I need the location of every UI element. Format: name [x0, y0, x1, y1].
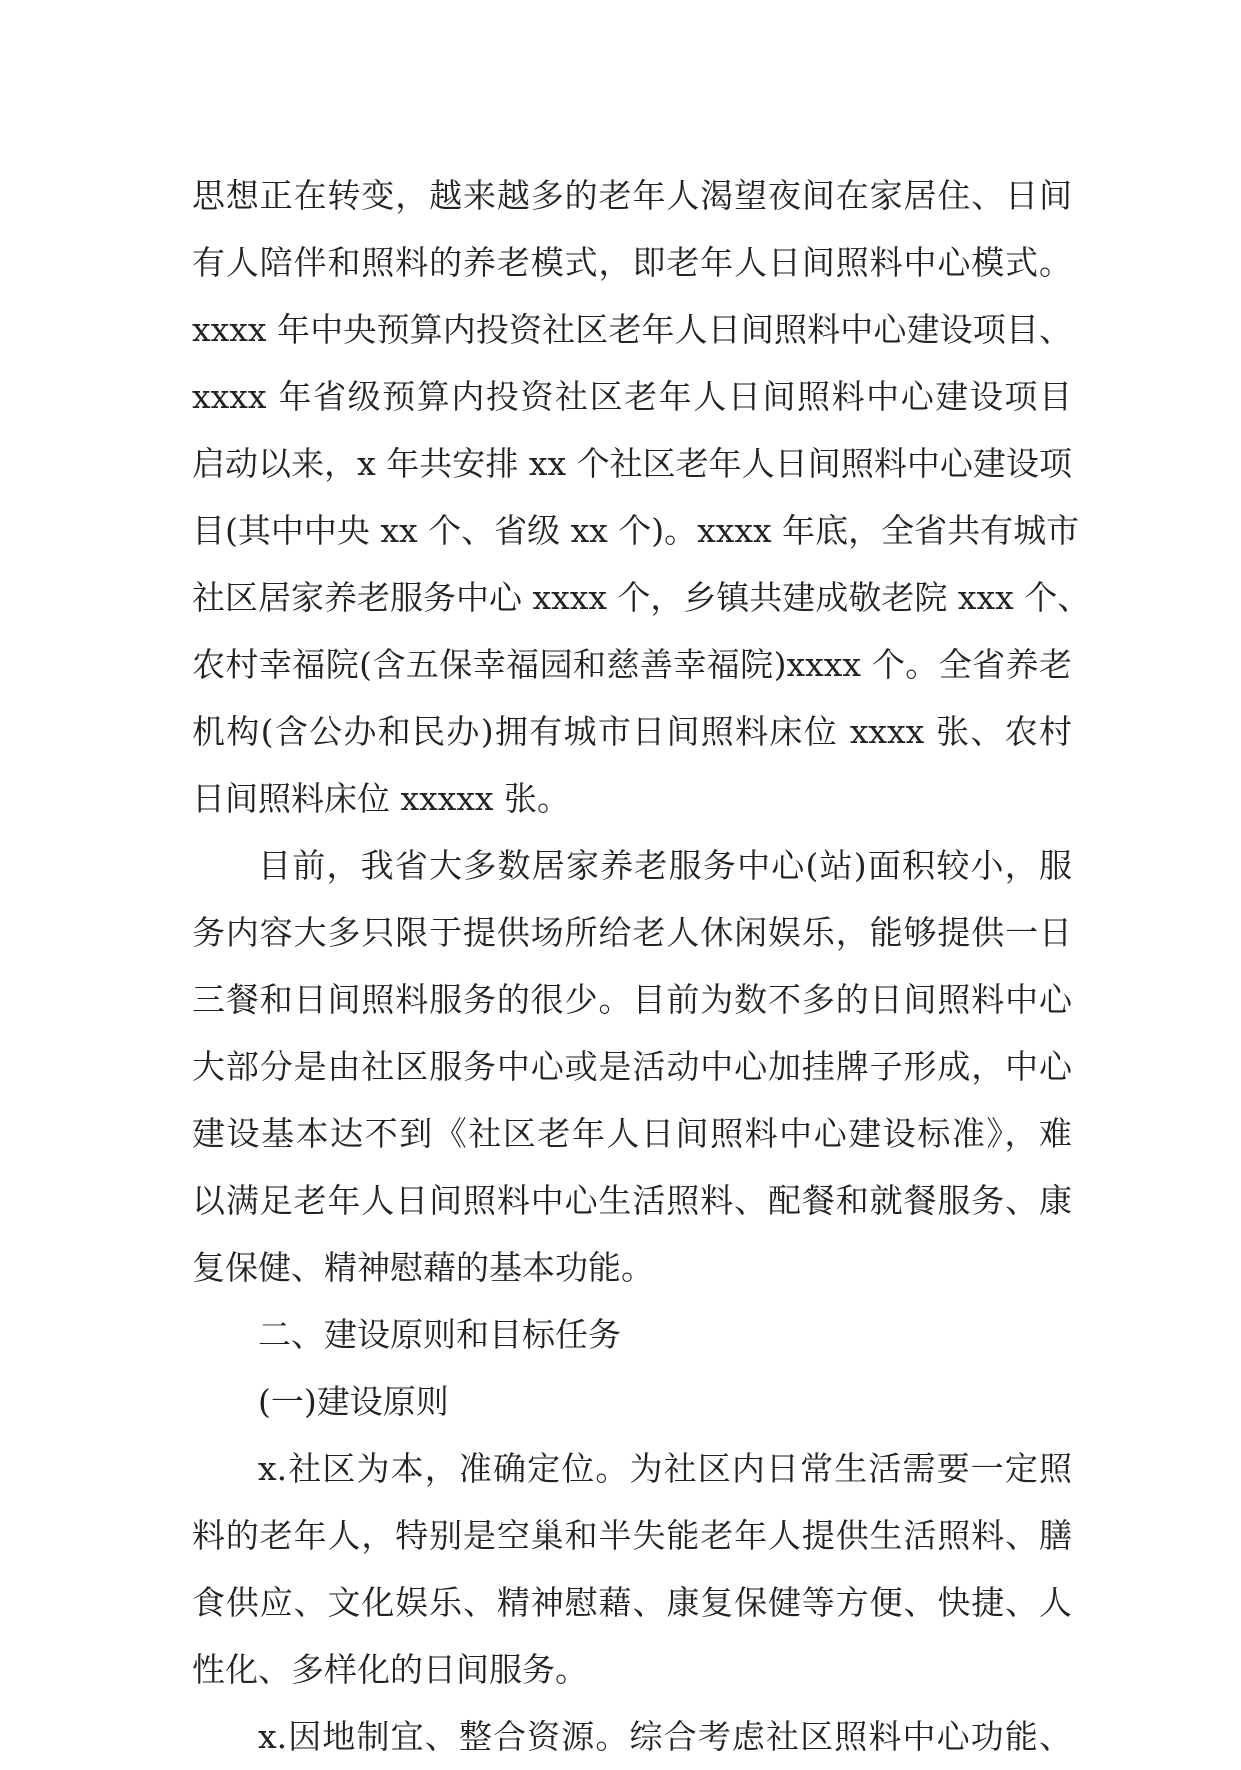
text-line: 料的老年人，特别是空巢和半失能老年人提供生活照料、膳 — [192, 1516, 1072, 1555]
subsection-heading: (一)建设原则 — [258, 1382, 449, 1421]
document-body — [192, 162, 1091, 1770]
paragraph-first-line: x.社区为本，准确定位。为社区内日常生活需要一定照 — [258, 1449, 1072, 1488]
text-line: 复保健、精神慰藉的基本功能。 — [192, 1248, 654, 1287]
text-line: 社区居家养老服务中心 xxxx 个，乡镇共建成敬老院 xxx 个、 — [192, 578, 1091, 617]
text-line: 有人陪伴和照料的养老模式，即老年人日间照料中心模式。 — [192, 243, 1072, 282]
text-line: 务内容大多只限于提供场所给老人休闲娱乐，能够提供一日 — [192, 913, 1072, 952]
text-line: 大部分是由社区服务中心或是活动中心加挂牌子形成，中心 — [192, 1047, 1072, 1086]
text-line: 三餐和日间照料服务的很少。目前为数不多的日间照料中心 — [192, 980, 1072, 1019]
section-heading: 二、建设原则和目标任务 — [258, 1315, 621, 1354]
paragraph-first-line: x.因地制宜、整合资源。综合考虑社区照料中心功能、 — [258, 1717, 1072, 1756]
text-line: xxxx 年省级预算内投资社区老年人日间照料中心建设项目 — [192, 377, 1072, 416]
text-line: 食供应、文化娱乐、精神慰藉、康复保健等方便、快捷、人 — [192, 1583, 1072, 1622]
text-line: 性化、多样化的日间服务。 — [192, 1650, 588, 1689]
text-line: 以满足老年人日间照料中心生活照料、配餐和就餐服务、康 — [192, 1181, 1072, 1220]
text-line: 日间照料床位 xxxxx 张。 — [192, 779, 571, 818]
text-line: 目(其中中央 xx 个、省级 xx 个)。xxxx 年底，全省共有城市 — [192, 511, 1080, 550]
text-line: xxxx 年中央预算内投资社区老年人日间照料中心建设项目、 — [192, 310, 1072, 349]
paragraph-first-line: 目前，我省大多数居家养老服务中心(站)面积较小，服 — [258, 846, 1072, 885]
text-line: 农村幸福院(含五保幸福园和慈善幸福院)xxxx 个。全省养老 — [192, 645, 1072, 684]
text-line: 启动以来，x 年共安排 xx 个社区老年人日间照料中心建设项 — [192, 444, 1072, 483]
text-line: 机构(含公办和民办)拥有城市日间照料床位 xxxx 张、农村 — [192, 712, 1072, 751]
text-line: 思想正在转变，越来越多的老年人渴望夜间在家居住、日间 — [192, 176, 1072, 215]
text-line: 建设基本达不到《社区老年人日间照料中心建设标准》，难 — [192, 1114, 1072, 1153]
